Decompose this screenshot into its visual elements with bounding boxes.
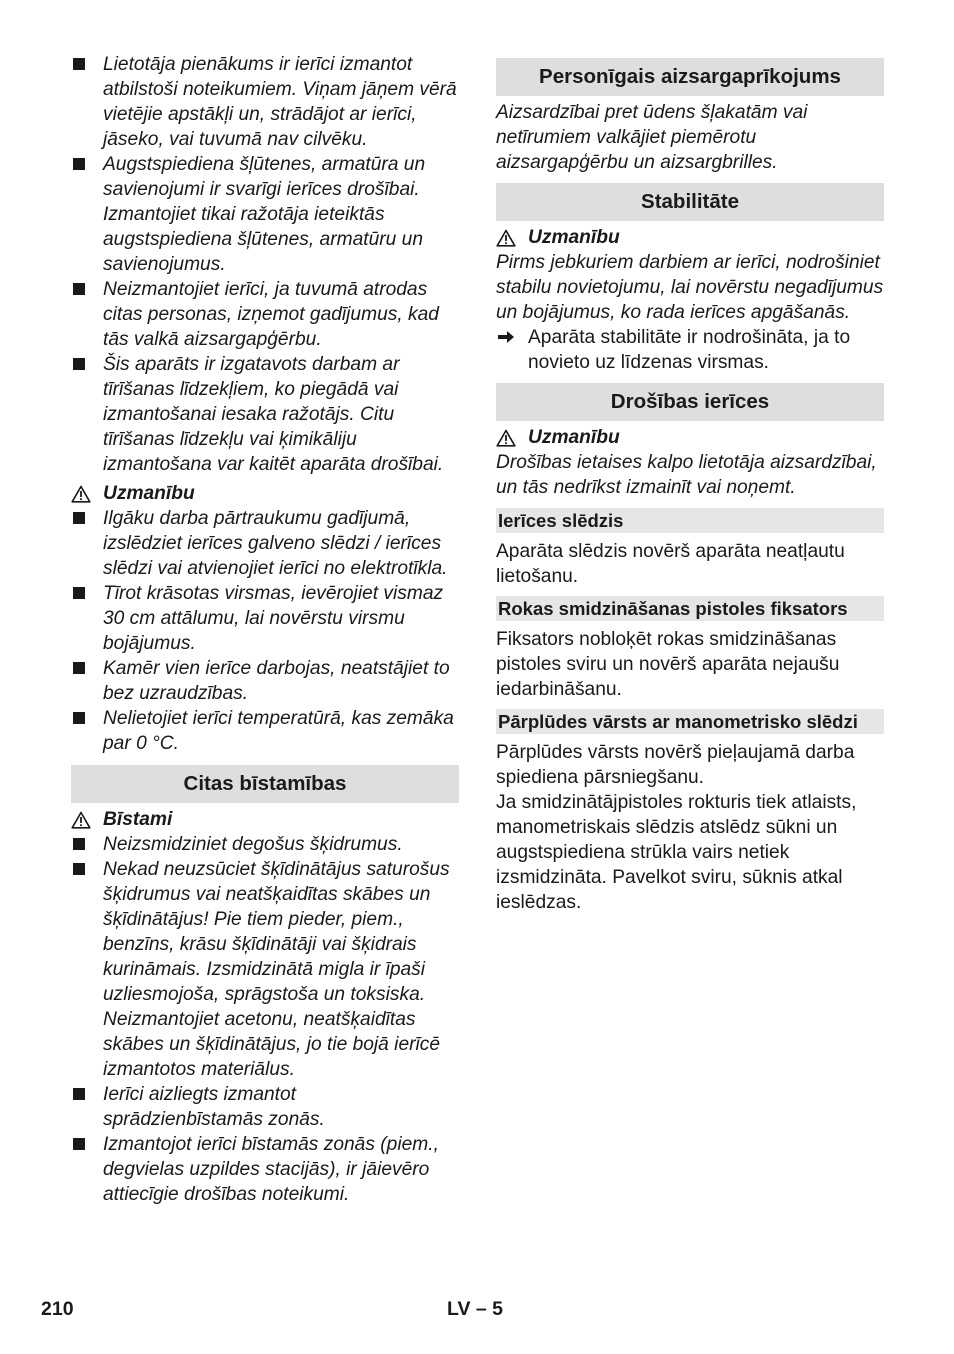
paragraph: Ja smidzinātājpistoles rokturis tiek atlaists, manometriskais slēdzis atslēdz sūkni un augstspiediena strūkla vairs netiek izsmidzināta. Pavelkot sviru, sūknis atkal ieslēdzas.: [496, 792, 857, 913]
warning-label: Uzmanību: [103, 483, 195, 504]
section-heading-other-hazards: Citas bīstamības: [71, 765, 459, 803]
warning-label: Uzmanību: [528, 427, 620, 448]
list-item: Nekad neuzsūciet šķīdinātājus saturošus šķidrumus vai neatšķaidītas skābes un šķīdinātājus! Pie tiem pieder, piem., benzīns, krāsu šķīdinātāji vai šķidrais kurināmais. Izsmidzinātā migla ir īpaši uzliesmojoša, sprāgstoša un toksiska. Neizmantojiet acetonu, neatšķaidītas skābes un šķīdinātājus, jo tie bojā ierīcē izmantotos materiālus.: [71, 857, 459, 1082]
list-item: Kamēr vien ierīce darbojas, neatstājiet to bez uzraudzības.: [71, 656, 459, 706]
page-number: 210: [41, 1298, 74, 1320]
bullet-list-danger: [71, 832, 459, 1207]
warning-label: Uzmanību: [528, 227, 620, 248]
paragraph: Pārplūdes vārsts novērš pieļaujamā darba spiediena pārsniegšanu.: [496, 742, 855, 788]
paragraph: Drošības ietaises kalpo lietotāja aizsardzībai, un tās nedrīkst izmainīt vai noņemt.: [496, 452, 877, 498]
list-item: Neizsmidziniet degošus šķidrumus.: [71, 832, 459, 857]
list-item: Augstspiediena šļūtenes, armatūra un savienojumi ir svarīgi ierīces drošībai. Izmantojiet tikai ražotāja ieteiktās augstspiediena šļūtenes, armatūru un savienojumus.: [71, 152, 459, 277]
subheading-device-switch: Ierīces slēdzis: [496, 508, 884, 533]
arrow-right-icon: [496, 328, 516, 346]
right-column: [496, 58, 884, 915]
section-heading-protective-equipment: Personīgais aizsargaprīkojums: [496, 58, 884, 96]
list-item: Izmantojot ierīci bīstamās zonās (piem., degvielas uzpildes stacijās), ir jāievēro attiecīgie drošības noteikumi.: [71, 1132, 459, 1207]
arrow-item: [496, 325, 884, 375]
warning-triangle-icon: [71, 485, 103, 503]
list-item: Šis aparāts ir izgatavots darbam ar tīrīšanas līdzekļiem, ko piegādā vai izmantošanai iesaka ražotājs. Citu tīrīšanas līdzekļu vai ķimikāliju izmantošana var kaitēt aparāta drošībai.: [71, 352, 459, 477]
section-heading-safety-devices: Drošības ierīces: [496, 383, 884, 421]
list-item: Ierīci aizliegts izmantot sprādzienbīstamās zonās.: [71, 1082, 459, 1132]
list-item: Lietotāja pienākums ir ierīci izmantot atbilstoši noteikumiem. Viņam jāņem vērā vietējie apstākļi un, strādājot ar ierīci, jāseko, vai tuvumā nav cilvēku.: [71, 52, 459, 152]
list-item: Tīrot krāsotas virsmas, ievērojiet vismaz 30 cm attālumu, lai novērstu virsmu bojājumus.: [71, 581, 459, 656]
arrow-item-text: Aparāta stabilitāte ir nodrošināta, ja to novieto uz līdzenas virsmas.: [528, 327, 851, 373]
warning-triangle-icon: [496, 229, 528, 247]
warning-heading: [496, 425, 884, 450]
list-item: Nelietojiet ierīci temperatūrā, kas zemāka par 0 °C.: [71, 706, 459, 756]
paragraph: Aizsardzībai pret ūdens šļakatām vai netīrumiem valkājiet piemērotu aizsargapģērbu un aizsargbrilles.: [496, 102, 808, 173]
warning-heading: [71, 481, 459, 506]
bullet-list-caution: [71, 506, 459, 756]
subheading-trigger-lock: Rokas smidzināšanas pistoles fiksators: [496, 596, 884, 621]
warning-heading: [496, 225, 884, 250]
subheading-overflow-valve: Pārplūdes vārsts ar manometrisko slēdzi: [496, 709, 884, 734]
warning-triangle-icon: [71, 811, 103, 829]
warning-triangle-icon: [496, 429, 528, 447]
danger-label: Bīstami: [103, 809, 173, 830]
paragraph: Pirms jebkuriem darbiem ar ierīci, nodrošiniet stabilu novietojumu, lai novērstu negadījumus un bojājumus, ko rada ierīces apgāšanās.: [496, 252, 884, 323]
list-item: Ilgāku darba pārtraukumu gadījumā, izslēdziet ierīces galveno slēdzi / ierīces slēdzi vai atvienojiet ierīci no elektrotīkla.: [71, 506, 459, 581]
section-page-label: LV – 5: [447, 1298, 503, 1320]
paragraph: Fiksators nobloķēt rokas smidzināšanas pistoles sviru un novērš aparāta nejaušu iedarbināšanu.: [496, 629, 840, 700]
danger-heading: [71, 807, 459, 832]
list-item: Neizmantojiet ierīci, ja tuvumā atrodas citas personas, izņemot gadījumus, kad tās valkā aizsargapģērbu.: [71, 277, 459, 352]
section-heading-stability: Stabilitāte: [496, 183, 884, 221]
bullet-list-general: [71, 52, 459, 477]
left-column: [71, 52, 459, 1207]
paragraph: Aparāta slēdzis novērš aparāta neatļautu lietošanu.: [496, 541, 845, 587]
